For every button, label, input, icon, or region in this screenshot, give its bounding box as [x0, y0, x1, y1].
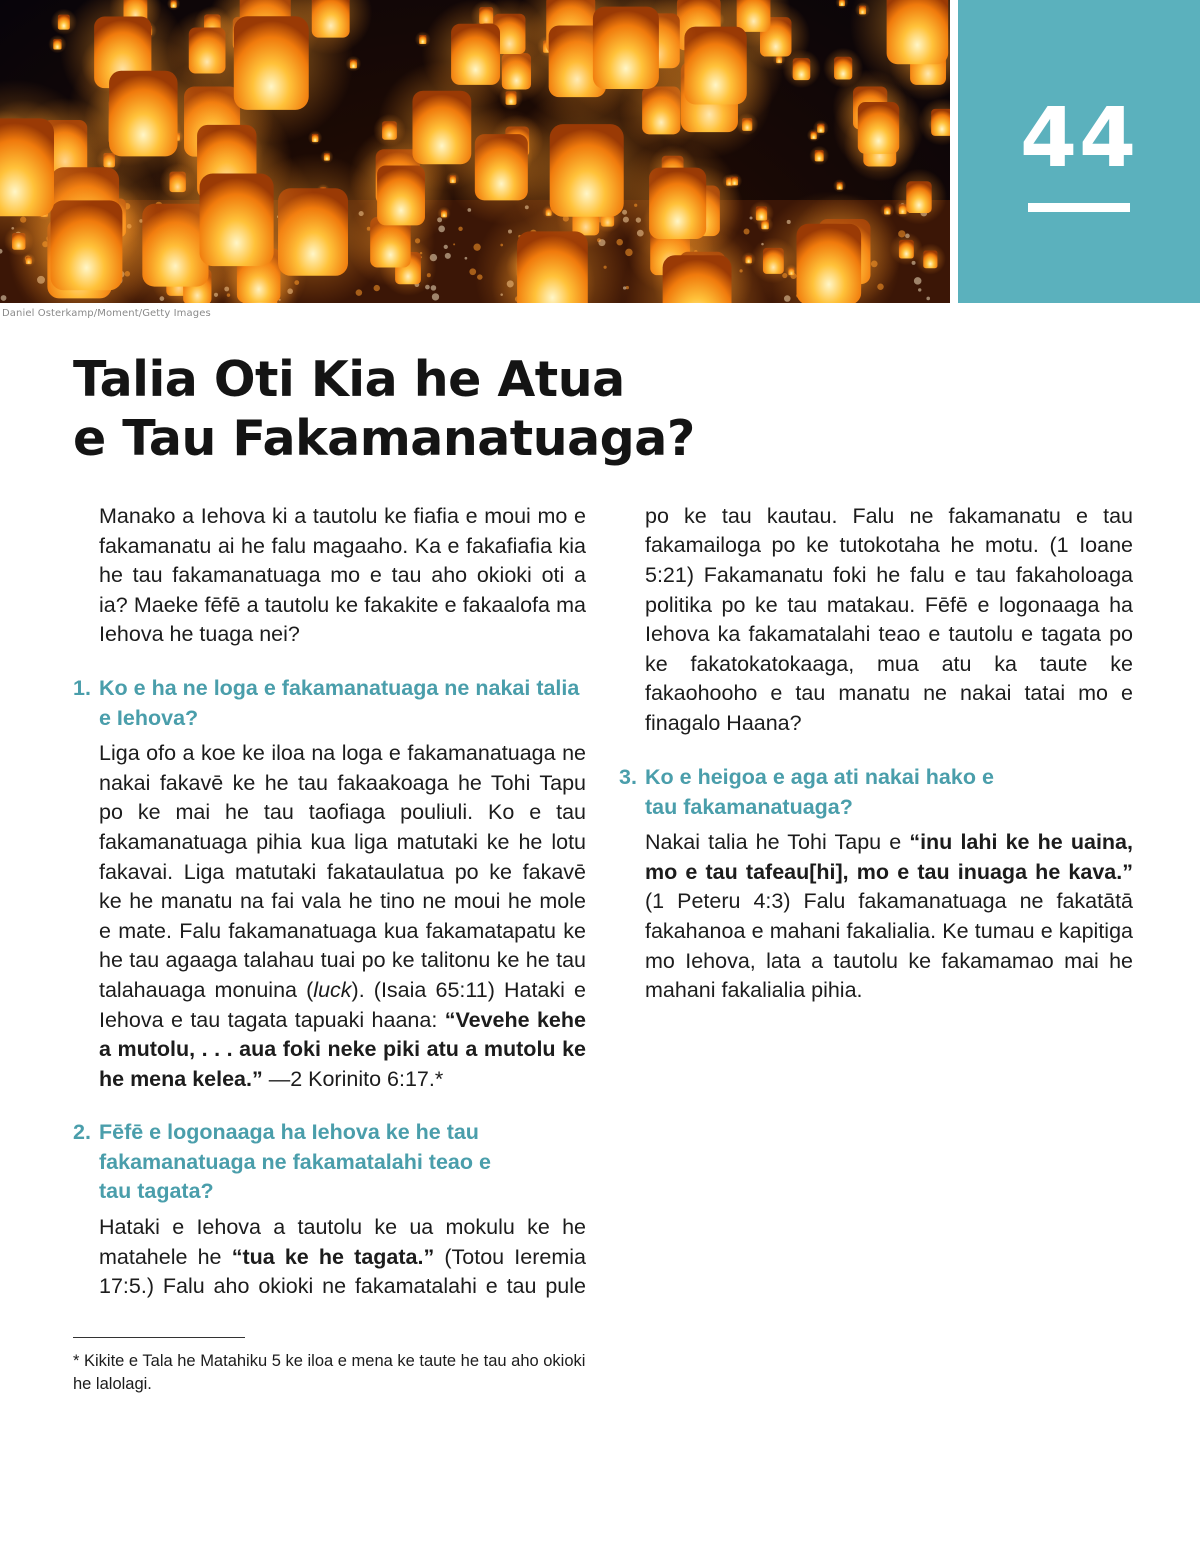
question-3-text: Ko e heigoa e aga ati nakai hako e tau fakamanatuaga?: [645, 765, 994, 819]
title-line-1: Talia Oti Kia he Atua: [73, 351, 625, 408]
crowd-light: [918, 288, 921, 291]
sky-lantern: [550, 124, 624, 217]
crowd-light: [1, 295, 7, 301]
lesson-number-underline: [1028, 203, 1130, 212]
scripture-quote: “Vevehe kehe a mutolu, . . . aua foki neke piki atu a mutolu ke he mena kelea.”: [99, 1007, 586, 1091]
crowd-light: [432, 293, 439, 300]
sky-lantern: [312, 134, 319, 142]
scripture-reference: —2 Korinito 6:17.*: [262, 1066, 444, 1091]
paragraph-text: Hataki e Iehova a tautolu ke ua mokulu ke he matahele he: [99, 1215, 586, 1269]
sky-lantern: [923, 251, 937, 269]
header-photo: [0, 0, 950, 303]
title-line-2: e Tau Fakamanatuaga?: [73, 410, 695, 467]
question-3-number: 3.: [619, 765, 637, 789]
sky-lantern: [797, 224, 862, 303]
crowd-light: [374, 285, 380, 291]
sky-lantern: [931, 109, 950, 136]
left-column: [73, 502, 586, 1302]
sky-lantern: [906, 181, 931, 213]
question-2-paragraph: [73, 1213, 586, 1302]
question-2-text: Fēfē e logonaaga ha Iehova ke he tau fakamanatuaga ne fakamatalahi teao e tau tagata?: [99, 1120, 491, 1204]
lesson-number-block: [958, 0, 1200, 303]
sky-lantern: [815, 150, 824, 161]
sky-lantern: [839, 0, 845, 6]
sky-lantern: [817, 124, 824, 133]
intro-paragraph: Manako a Iehova ki a tautolu ke fiafia e moui mo e fakamanatu ai he falu magaaho. Ka e fakafiafia kia he tau fakamanatuaga mo e tau aho okioki oti a ia? Maeke fēfē a tautolu ke fakakite e fakaalofa ma Iehova he tuaga nei?: [99, 504, 586, 647]
sky-lantern: [663, 255, 732, 303]
sky-lantern: [234, 16, 309, 110]
paragraph-text: po ke tau kautau. Falu ne fakamanatu e tau fakamailoga po ke tutokotaha he motu. (1 Ioane 5:21) Fakamanatu foki he falu e tau fakaholoaga politika po ke tau matakau. Fēfē e logonaaga ha Iehova ka fakamatalahi teao e tautolu e tagata po ke fakatokatokaaga, mua atu ka taute ke fakaohooho e tau manatu ne nakai tatai mo e finagalo Haana?: [645, 503, 1133, 735]
question-1-number: 1.: [73, 675, 91, 700]
photo-credit: Daniel Osterkamp/Moment/Getty Images: [2, 308, 211, 319]
paragraph-text: ). (Isaia 65:11) Hataki e Iehova e tau tagata tapuaki haana:: [99, 977, 586, 1032]
scripture-quote: “inu lahi ke he uaina, mo e tau tafeau[hi], mo e tau inuaga he kava.”: [645, 830, 1133, 884]
sky-lantern: [756, 206, 767, 220]
paragraph-italic: luck: [313, 977, 352, 1002]
crowd-light: [431, 285, 437, 291]
sky-lanterns-image: [0, 0, 950, 303]
question-2-number: 2.: [73, 1120, 91, 1145]
crowd-light: [444, 245, 448, 249]
question-3-heading: [619, 763, 1019, 822]
sky-lantern: [412, 91, 471, 165]
question-1-text: Ko e ha ne loga e fakamanatuaga ne nakai talia e Iehova?: [99, 675, 580, 730]
page-title: [73, 350, 773, 468]
sky-lantern: [837, 182, 843, 190]
paragraph-text: (1 Peteru 4:3) Falu fakamanatuaga ne fakatātā fakahanoa e mahani fakalialia. Ke tumau e kapitiga mo Iehova, lata a tautolu ke fakamamao mai he mahani fakalialia pihia.: [645, 889, 1133, 1003]
question-3-paragraph: [619, 828, 1133, 1006]
question-2-heading: [73, 1118, 503, 1207]
crowd-light: [458, 227, 462, 231]
sky-lantern: [200, 173, 274, 266]
question-1-paragraph: [73, 739, 586, 1094]
crowd-light: [445, 253, 451, 259]
scripture-quote: “tua ke he tagata.”: [231, 1244, 435, 1269]
footnote: * Kikite e Tala he Matahiku 5 ke iloa e mena ke taute he tau aho okioki he lalolagi.: [73, 1352, 586, 1393]
sky-lantern: [171, 0, 177, 8]
sky-lantern: [887, 0, 949, 64]
sky-lantern: [858, 102, 899, 154]
crowd-light: [744, 229, 750, 235]
sky-lantern: [593, 7, 659, 89]
paragraph-text: Liga ofo a koe ke iloa na loga e fakamanatuaga ne nakai fakavē ke he tau fakaakoaga he Tohi Tapu po ke mai he tau taofiaga pouliuli. Ko e tau fakamanatuaga pihia kua liga matutaki ke he lotu fakavai. Liga matutaki fakataulatua po ke fakavē ke he manatu na fai vala he tino ne moui he mole e mate. Falu fakamanatuaga kua fakamatapatu ke he tau agaaga talahau tuai po ke talitonu ke he tau talahauaga monuina (: [99, 741, 586, 1002]
crowd-light: [926, 297, 930, 301]
footnote-divider: [73, 1337, 245, 1338]
crowd-light: [465, 257, 468, 260]
lesson-number: 44: [1019, 91, 1139, 186]
question-1-heading: [73, 674, 586, 733]
sky-lantern: [0, 118, 54, 216]
paragraph-text: (Totou Ieremia 17:5.) Falu aho okioki ne fakamatalahi e tau pule: [99, 1244, 586, 1299]
sky-lantern: [109, 71, 178, 157]
crowd-light: [453, 243, 455, 245]
paragraph-text: Nakai talia he Tohi Tapu e: [645, 830, 910, 855]
crowd-light: [914, 277, 922, 285]
question-2-paragraph-continued: [619, 502, 1133, 739]
right-column: [619, 502, 1133, 1006]
